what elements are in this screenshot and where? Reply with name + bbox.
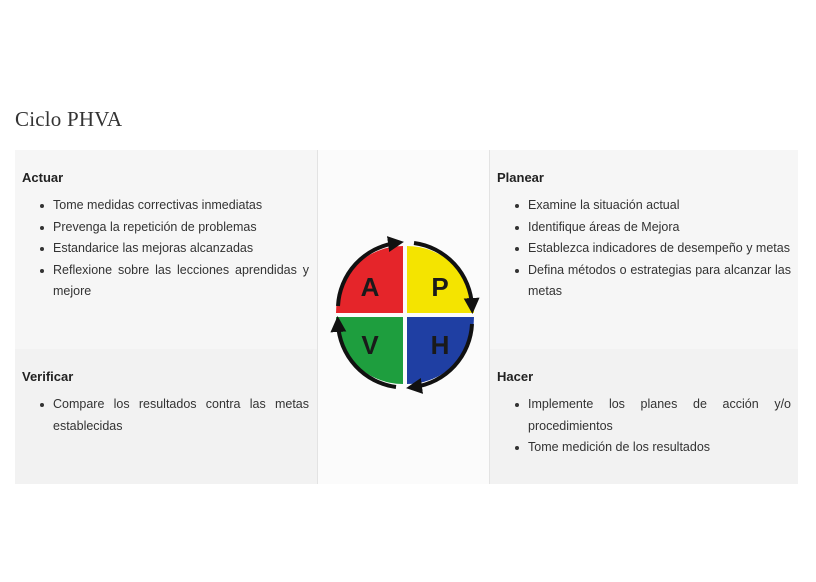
verificar-list [23,394,309,437]
quadrant-h-letter: H [430,330,450,360]
verificar-heading: Verificar [22,369,74,384]
list-item: Identifique áreas de Mejora [528,217,791,239]
actuar-cell [15,150,317,349]
list-item: Prevenga la repetición de problemas [53,217,309,239]
list-item: Tome medidas correctivas inmediatas [53,195,309,217]
list-item: Reflexione sobre las lecciones aprendidas y mejore [53,260,309,303]
list-item: Examine la situación actual [528,195,791,217]
verificar-cell [15,349,317,484]
phva-cycle-cell [317,150,490,484]
list-item: Implemente los planes de acción y/o procedimientos [528,394,791,437]
list-item: Establezca indicadores de desempeño y metas [528,238,791,260]
phva-table [15,150,798,484]
planear-heading: Planear [497,170,544,185]
quadrant-p-letter: P [431,272,449,302]
list-item: Estandarice las mejoras alcanzadas [53,238,309,260]
hacer-cell [490,349,798,484]
page-title: Ciclo PHVA [15,107,123,131]
quadrant-v-letter: V [361,330,379,360]
actuar-heading: Actuar [22,170,64,185]
phva-cycle-diagram [330,226,480,406]
actuar-list [23,195,309,303]
quadrant-a-letter: A [360,272,380,302]
list-item: Tome medición de los resultados [528,437,791,459]
list-item: Defina métodos o estrategias para alcanzar las metas [528,260,791,303]
list-item: Compare los resultados contra las metas establecidas [53,394,309,437]
hacer-list [498,394,791,459]
planear-list [498,195,791,303]
hacer-heading: Hacer [497,369,534,384]
planear-cell [490,150,798,349]
